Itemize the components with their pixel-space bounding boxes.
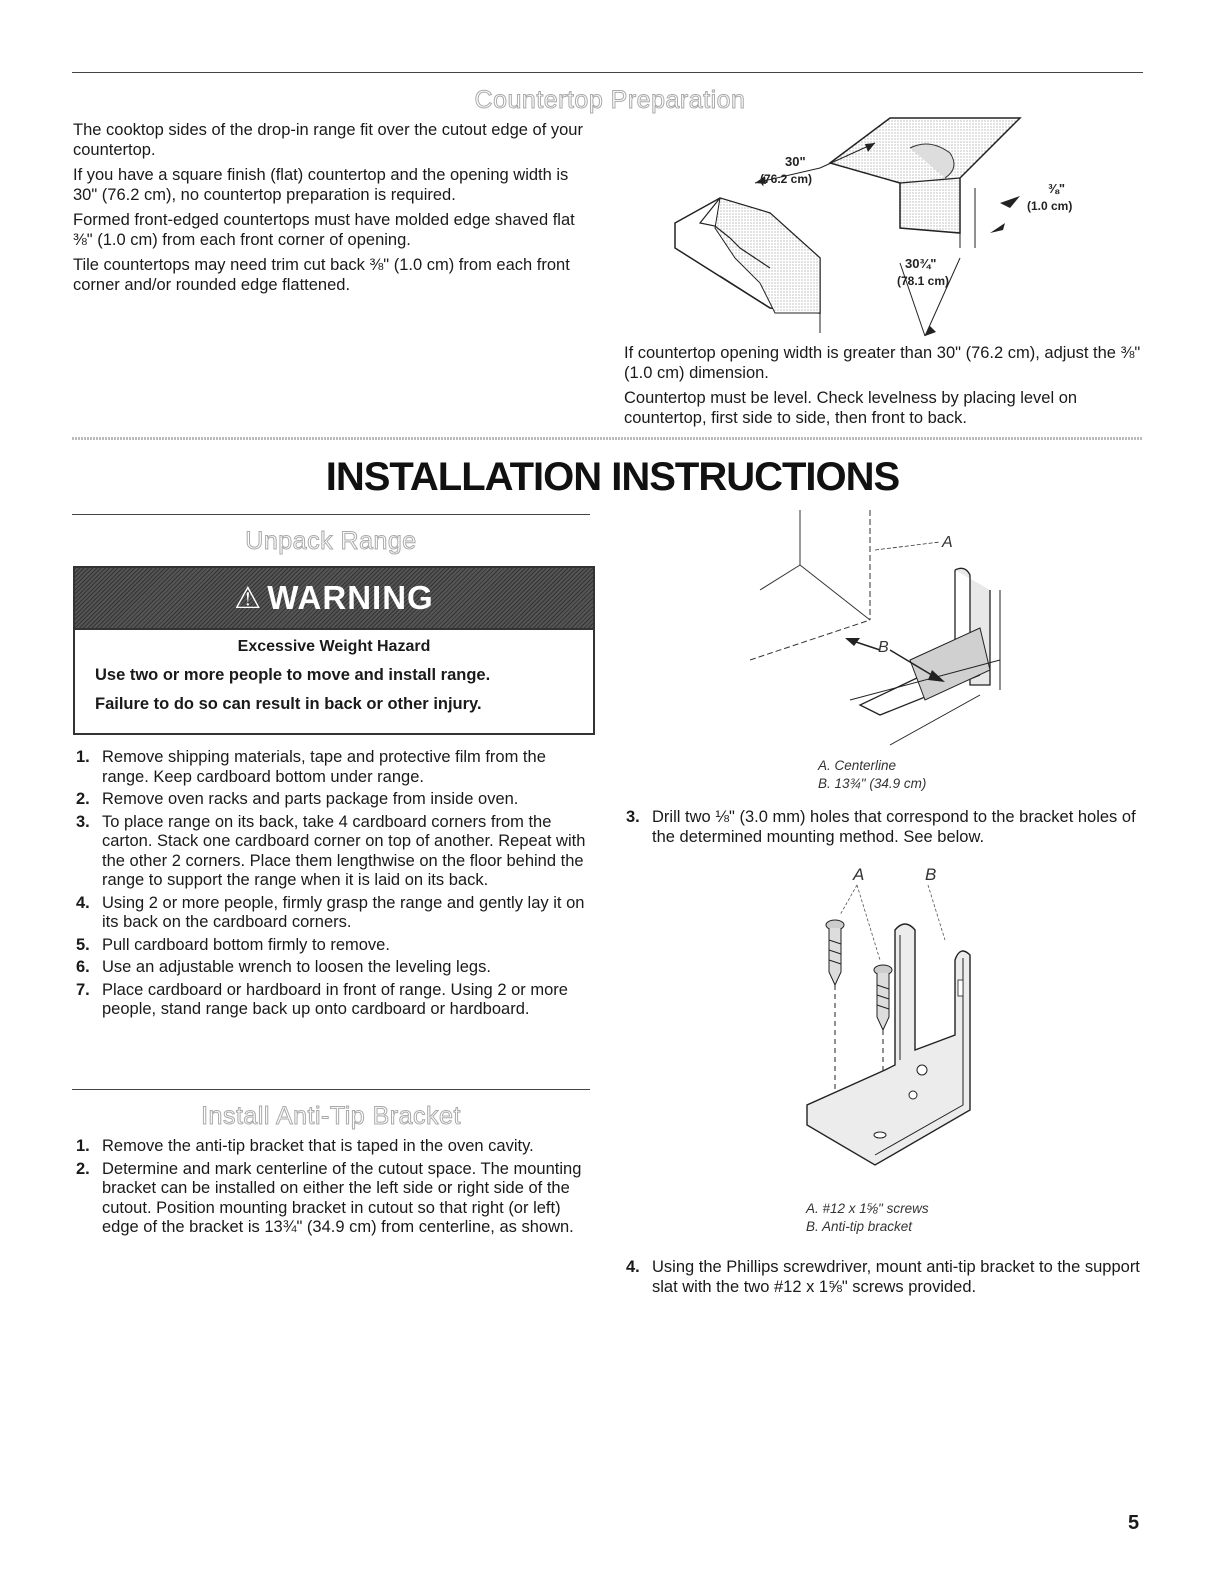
caption-line: B. 13¾" (34.9 cm) bbox=[818, 776, 927, 791]
main-title: INSTALLATION INSTRUCTIONS bbox=[325, 455, 900, 499]
warning-line: Use two or more people to move and install range. bbox=[95, 666, 491, 684]
caption-line: A. Centerline bbox=[818, 758, 897, 773]
warning-body bbox=[75, 630, 593, 714]
step-text: Using the Phillips screwdriver, mount anti-tip bracket to the support slat with the two #12 x 1⅝" screws provided. bbox=[652, 1258, 1140, 1296]
step-text: To place range on its back, take 4 cardboard corners from the carton. Stack one cardboard corner on top of another. Repeat with the other 2 corners. Place them lengthwise on the floor behind the range to support the range when it is laid on its back. bbox=[102, 812, 586, 889]
centerline-diagram bbox=[750, 510, 1020, 750]
page-number: 5 bbox=[1128, 1512, 1140, 1534]
warning-banner bbox=[75, 568, 593, 630]
section-divider bbox=[72, 437, 1143, 440]
step-number: 2. bbox=[76, 790, 90, 808]
dim-38-cm: (1.0 cm) bbox=[1027, 199, 1073, 213]
anti-tip-heading: Install Anti-Tip Bracket bbox=[201, 1102, 461, 1130]
step-number: 6. bbox=[76, 958, 90, 976]
fig2-label-a: A bbox=[853, 865, 865, 884]
list-item bbox=[72, 790, 592, 810]
step-number: 5. bbox=[76, 935, 90, 954]
unpack-rule bbox=[72, 514, 590, 515]
anti-tip-steps bbox=[72, 1137, 592, 1241]
top-rule bbox=[72, 72, 1143, 73]
warning-box bbox=[73, 566, 595, 735]
dim-3034-in: 30¾" bbox=[905, 256, 937, 271]
dim-3034-cm: (78.1 cm) bbox=[897, 274, 950, 288]
step-number: 1. bbox=[76, 1137, 90, 1155]
step-number: 7. bbox=[76, 980, 90, 999]
list-item bbox=[72, 936, 592, 956]
figure1-caption bbox=[818, 757, 926, 793]
list-item bbox=[72, 813, 592, 891]
unpack-range-heading: Unpack Range bbox=[245, 527, 417, 555]
step-text: Using 2 or more people, firmly grasp the range and gently lay it on its back on the cardboard corners. bbox=[102, 893, 585, 931]
step-text: Place cardboard or hardboard in front of range. Using 2 or more people, stand range back up onto cardboard or hardboard. bbox=[102, 980, 568, 1018]
step-text: Pull cardboard bottom firmly to remove. bbox=[102, 935, 390, 954]
step3-block bbox=[622, 808, 1142, 850]
paragraph: The cooktop sides of the drop-in range fit over the cutout edge of your countertop. bbox=[73, 121, 583, 159]
step-text: Remove oven racks and parts package from inside oven. bbox=[102, 790, 519, 808]
caption-line: A. #12 x 1⅝" screws bbox=[806, 1201, 929, 1216]
dim-30-in: 30" bbox=[785, 154, 806, 169]
figure2-caption bbox=[806, 1200, 929, 1236]
step-number: 4. bbox=[626, 1258, 640, 1276]
bracket-screws-diagram bbox=[795, 860, 995, 1190]
step4-block bbox=[622, 1258, 1142, 1300]
fig1-label-b: B bbox=[878, 639, 889, 656]
step-text: Remove the anti-tip bracket that is taped in the oven cavity. bbox=[102, 1137, 534, 1155]
fig2-label-b: B bbox=[925, 865, 937, 884]
step-number: 4. bbox=[76, 893, 90, 912]
warning-line: Failure to do so can result in back or other injury. bbox=[95, 695, 482, 713]
step-text: Drill two ⅛" (3.0 mm) holes that correspond to the bracket holes of the determined mounting method. See below. bbox=[652, 808, 1136, 846]
list-item bbox=[622, 808, 1142, 847]
fig1-label-a: A bbox=[942, 534, 953, 551]
step-number: 1. bbox=[76, 748, 90, 766]
step-number: 3. bbox=[626, 808, 640, 826]
paragraph: Formed front-edged countertops must have molded edge shaved flat ⅜" (1.0 cm) from each front corner of opening. bbox=[73, 211, 575, 249]
list-item bbox=[72, 894, 592, 933]
list-item bbox=[72, 1137, 592, 1157]
countertop-preparation-heading: Countertop Preparation bbox=[474, 86, 746, 114]
list-item bbox=[72, 981, 592, 1020]
step-number: 2. bbox=[76, 1159, 90, 1178]
list-item bbox=[622, 1258, 1142, 1297]
step-text: Remove shipping materials, tape and protective film from the range. Keep cardboard bottom under range. bbox=[102, 748, 546, 786]
list-item bbox=[72, 748, 592, 787]
caption-line: B. Anti-tip bracket bbox=[806, 1219, 913, 1234]
paragraph: If countertop opening width is greater than 30" (76.2 cm), adjust the ⅜" (1.0 cm) dimension. bbox=[624, 344, 1141, 382]
warning-icon: ⚠ bbox=[234, 581, 262, 615]
countertop-prep-text bbox=[73, 120, 593, 300]
countertop-diagram bbox=[660, 108, 1120, 338]
warning-line: Excessive Weight Hazard bbox=[237, 638, 431, 655]
paragraph: Countertop must be level. Check levelness by placing level on countertop, first side to side, then front to back. bbox=[624, 389, 1078, 427]
countertop-prep-right-text bbox=[624, 343, 1144, 433]
step-number: 3. bbox=[76, 812, 90, 831]
step-text: Determine and mark centerline of the cutout space. The mounting bracket can be installed on either the left side or right side of the cutout. Position mounting bracket in cutout so that right (or left) edge of the bracket is 13¾" (34.9 cm) from centerline, as shown. bbox=[102, 1159, 582, 1236]
paragraph: If you have a square finish (flat) countertop and the opening width is 30" (76.2 cm), no countertop preparation is required. bbox=[73, 166, 569, 204]
paragraph: Tile countertops may need trim cut back ⅜" (1.0 cm) from each front corner and/or rounded edge flattened. bbox=[73, 256, 570, 294]
warning-title: WARNING bbox=[267, 579, 434, 616]
dim-38-in: ⅜" bbox=[1048, 181, 1066, 196]
unpack-steps bbox=[72, 748, 592, 1023]
dim-30-cm: (76.2 cm) bbox=[760, 172, 813, 186]
step-text: Use an adjustable wrench to loosen the leveling legs. bbox=[102, 958, 491, 976]
list-item bbox=[72, 958, 592, 978]
list-item bbox=[72, 1160, 592, 1238]
anti-tip-rule bbox=[72, 1089, 590, 1090]
